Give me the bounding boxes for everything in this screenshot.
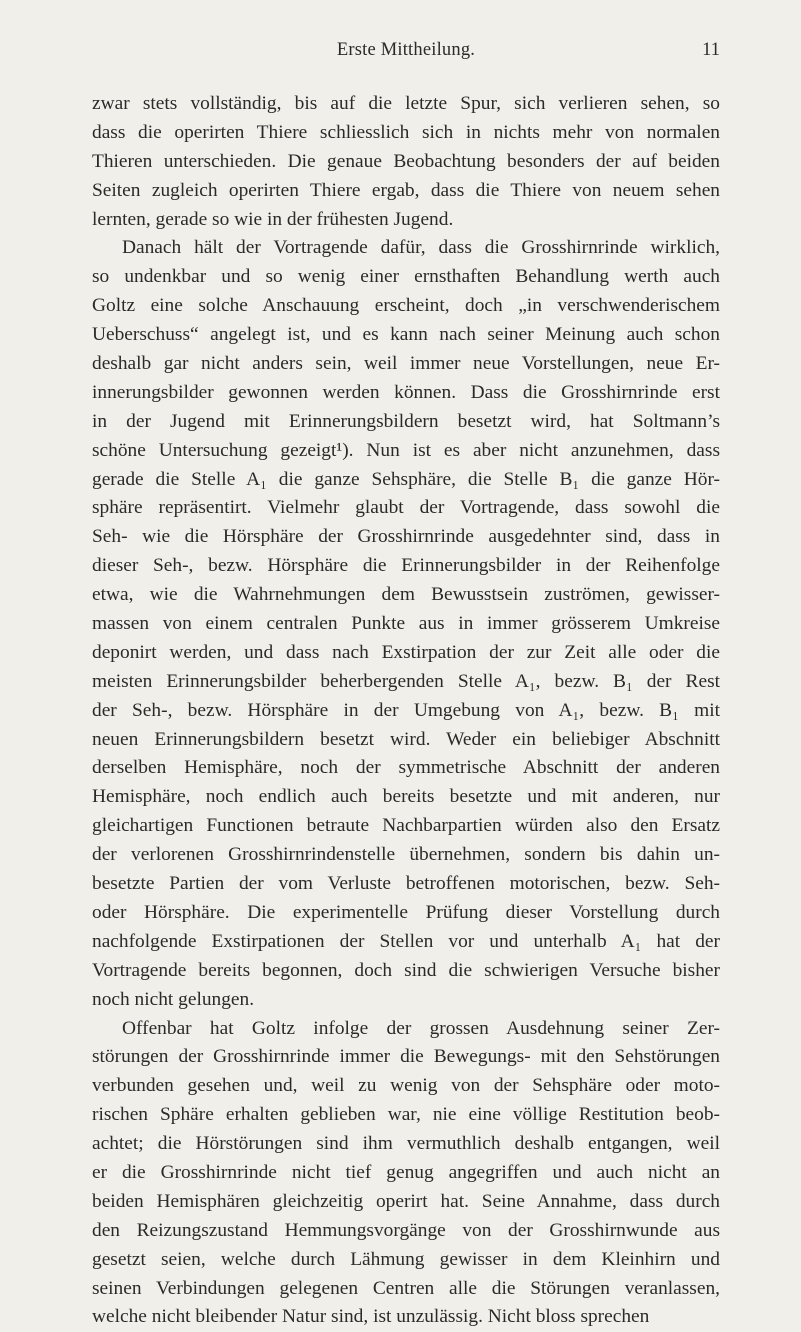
text-line: rischen Sphäre erhalten geblieben war, nie eine völlige Restitution beob- bbox=[92, 1104, 720, 1126]
text-line: massen von einem centralen Punkte aus in immer grösserem Umkreise bbox=[92, 613, 720, 635]
text-line: dieser Seh-, bezw. Hörsphäre die Erinnerungsbilder in der Reihenfolge bbox=[92, 555, 720, 577]
text-line: noch nicht gelungen. bbox=[92, 988, 255, 1010]
running-title: Erste Mittheilung. bbox=[336, 40, 476, 60]
page-number: 11 bbox=[702, 40, 720, 60]
text-line: welche nicht bleibender Natur sind, ist unzulässig. Nicht bloss sprechen bbox=[92, 1306, 650, 1328]
text-line: neuen Erinnerungsbildern besetzt wird. Weder ein beliebiger Abschnitt bbox=[92, 728, 720, 750]
paragraph-start-line: Offenbar hat Goltz infolge der grossen Ausdehnung seiner Zer- bbox=[122, 1017, 720, 1039]
text-line: so undenkbar und so wenig einer ernsthaften Behandlung werth auch bbox=[92, 266, 720, 288]
text-line: lernten, gerade so wie in der frühesten Jugend. bbox=[92, 208, 454, 230]
text-line: derselben Hemisphäre, noch der symmetrische Abschnitt der anderen bbox=[92, 757, 720, 779]
text-line: beiden Hemisphären gleichzeitig operirt hat. Seine Annahme, dass durch bbox=[92, 1190, 720, 1212]
text-line: deshalb gar nicht anders sein, weil immer neue Vorstellungen, neue Er- bbox=[92, 353, 720, 375]
text-line: Vortragende bereits begonnen, doch sind die schwierigen Versuche bisher bbox=[92, 959, 720, 981]
body-text bbox=[92, 90, 720, 1332]
text-line: oder Hörsphäre. Die experimentelle Prüfung dieser Vorstellung durch bbox=[92, 901, 720, 923]
text-line: gerade die Stelle A₁ die ganze Sehsphäre, die Stelle B₁ die ganze Hör- bbox=[92, 468, 720, 490]
text-line: der Seh-, bezw. Hörsphäre in der Umgebung von A₁, bezw. B₁ mit bbox=[92, 699, 720, 721]
text-line: innerungsbilder gewonnen werden können. Dass die Grosshirnrinde erst bbox=[92, 381, 720, 403]
text-line: Thieren unterschieden. Die genaue Beobachtung besonders der auf beiden bbox=[92, 150, 720, 172]
text-line: seinen Verbindungen gelegenen Centren alle die Störungen veranlassen, bbox=[92, 1277, 720, 1299]
text-line: deponirt werden, und dass nach Exstirpation der zur Zeit alle oder die bbox=[92, 641, 720, 663]
text-line: zwar stets vollständig, bis auf die letzte Spur, sich verlieren sehen, so bbox=[92, 93, 720, 114]
text-line: in der Jugend mit Erinnerungsbildern besetzt wird, hat Soltmann’s bbox=[92, 410, 720, 432]
text-line: verbunden gesehen und, weil zu wenig von der Sehsphäre oder moto- bbox=[92, 1075, 720, 1097]
text-line: gleichartigen Functionen betraute Nachbarpartien würden also den Ersatz bbox=[92, 815, 720, 837]
paragraph-start-line: Danach hält der Vortragende dafür, dass die Grosshirnrinde wirklich, bbox=[122, 237, 720, 259]
text-line: gesetzt seien, welche durch Lähmung gewisser in dem Kleinhirn und bbox=[92, 1248, 720, 1270]
text-line: der verlorenen Grosshirnrindenstelle übernehmen, sondern bis dahin un- bbox=[92, 844, 720, 866]
text-line: sphäre repräsentirt. Vielmehr glaubt der Vortragende, dass sowohl die bbox=[92, 497, 720, 519]
text-line: Ueberschuss“ angelegt ist, und es kann nach seiner Meinung auch schon bbox=[92, 324, 720, 346]
text-line: nachfolgende Exstirpationen der Stellen vor und unterhalb A₁ hat der bbox=[92, 930, 720, 952]
text-line: besetzte Partien der vom Verluste betroffenen motorischen, bezw. Seh- bbox=[92, 873, 720, 895]
text-line: meisten Erinnerungsbilder beherbergenden Stelle A₁, bezw. B₁ der Rest bbox=[92, 670, 720, 692]
text-line: Goltz eine solche Anschauung erscheint, doch „in verschwenderischem bbox=[92, 295, 720, 317]
text-line: dass die operirten Thiere schliesslich sich in nichts mehr von normalen bbox=[92, 121, 720, 143]
text-line: er die Grosshirnrinde nicht tief genug angegriffen und auch nicht an bbox=[92, 1161, 720, 1183]
text-line: schöne Untersuchung gezeigt¹). Nun ist es aber nicht anzunehmen, dass bbox=[92, 439, 720, 461]
text-line: Seiten zugleich operirten Thiere ergab, dass die Thiere von neuem sehen bbox=[92, 179, 720, 201]
text-line: den Reizungszustand Hemmungsvorgänge von der Grosshirnwunde aus bbox=[92, 1219, 720, 1241]
text-line: etwa, wie die Wahrnehmungen dem Bewusstsein zuströmen, gewisser- bbox=[92, 584, 720, 606]
text-line: Seh- wie die Hörsphäre der Grosshirnrinde ausgedehnter sind, dass in bbox=[92, 526, 720, 548]
text-line: Hemisphäre, noch endlich auch bereits besetzte und mit anderen, nur bbox=[92, 786, 720, 808]
page-header bbox=[92, 40, 720, 68]
text-line: störungen der Grosshirnrinde immer die Bewegungs- mit den Sehstörungen bbox=[92, 1046, 720, 1068]
text-line: achtet; die Hörstörungen sind ihm vermuthlich deshalb entgangen, weil bbox=[92, 1133, 720, 1155]
